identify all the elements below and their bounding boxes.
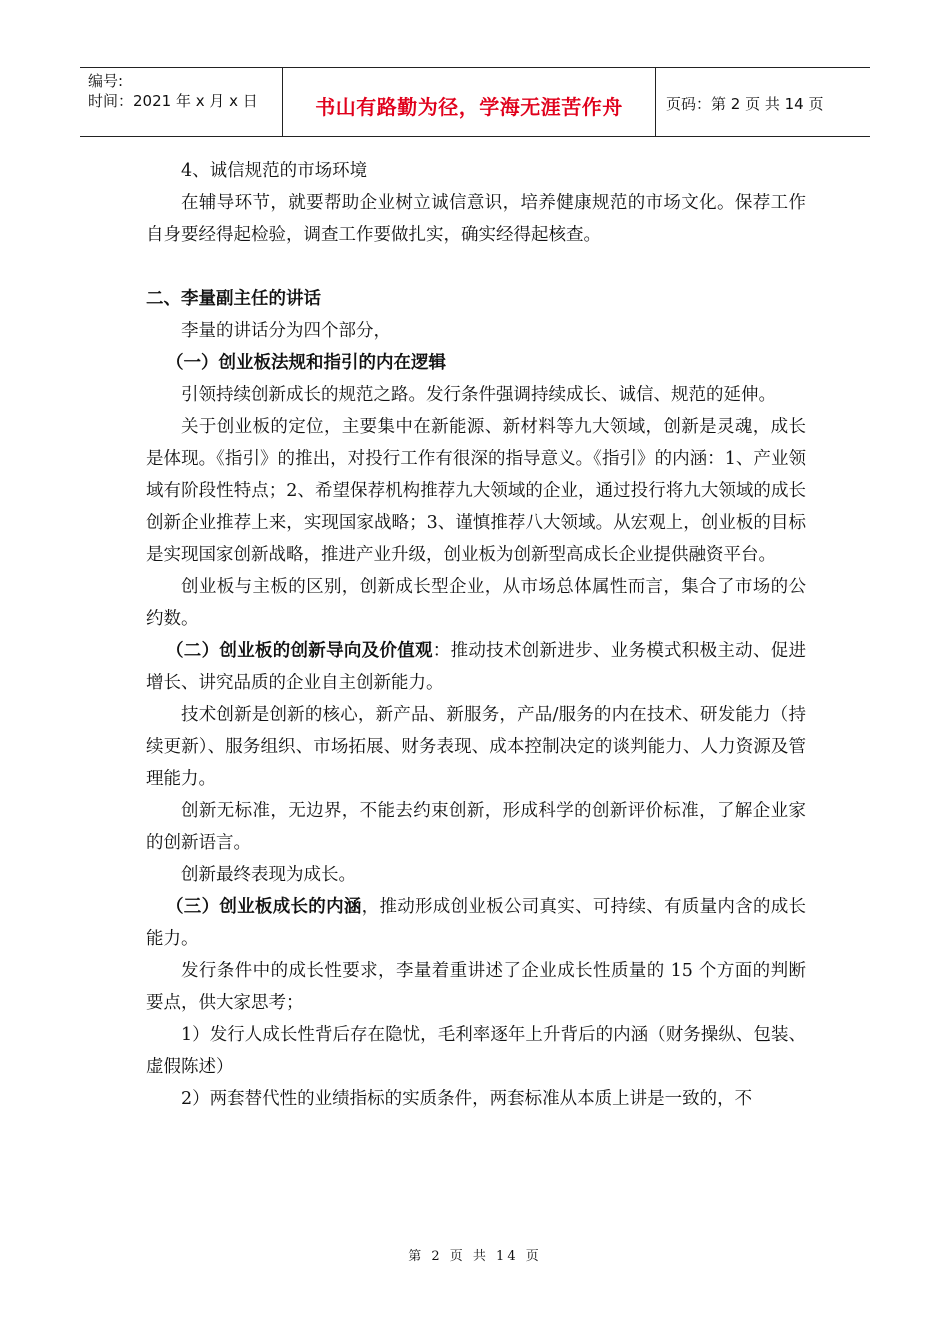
document-header: [80, 67, 870, 137]
page-footer: 第 2 页 共 14 页: [408, 1249, 542, 1264]
paragraph-8: 技术创新是创新的核心，新产品、新服务，产品/服务的内在技术、研发能力（持续更新）、服务组织、市场拓展、财务表现、成本控制决定的谈判能力、人力资源及管理能力。: [146, 705, 806, 789]
header-right-cell: [656, 68, 870, 136]
subsection-heading-1: （一）创业板法规和指引的内在逻辑: [166, 353, 446, 373]
paragraph-1: 4、诚信规范的市场环境: [181, 161, 368, 181]
paragraph-6: 创业板与主板的区别，创新成长型企业，从市场总体属性而言，集合了市场的公约数。: [146, 577, 806, 629]
paragraph-9: 创新无标准，无边界，不能去约束创新，形成科学的创新评价标准，了解企业家的创新语言。: [146, 801, 806, 853]
paragraph-5: 关于创业板的定位，主要集中在新能源、新材料等九大领域，创新是灵魂，成长是体现。《指引》的推出，对投行工作有很深的指导意义。《指引》的内涵：1、产业领域有阶段性特点；2、希望保荐机构推荐九大领域的企业，通过投行将九大领域的成长创新企业推荐上来，实现国家战略；3、谨慎推荐八大领域。从宏观上，创业板的目标是实现国家创新战略，推进产业升级，创业板为创新型高成长企业提供融资平台。: [146, 417, 806, 565]
section-gap: [146, 251, 806, 283]
header-center-cell: [282, 68, 656, 136]
paragraph-7-text: ：推动技术创新进步、业务模式积极主动、促进增长、讲究品质的企业自主创新能力。: [146, 641, 807, 693]
header-motto: 书山有路勤为径，学海无涯苦作舟: [315, 95, 623, 119]
document-time-label: 时间：2021 年 x 月 x 日: [88, 92, 258, 110]
header-page-label: 页码：第 2 页 共 14 页: [666, 95, 824, 113]
paragraph-12: 发行条件中的成长性要求，李量着重讲述了企业成长性质量的 15 个方面的判断要点，供大家思考；: [146, 961, 806, 1013]
paragraph-10: 创新最终表现为成长。: [181, 865, 356, 885]
paragraph-4: 引领持续创新成长的规范之路。发行条件强调持续成长、诚信、规范的延伸。: [181, 385, 776, 405]
paragraph-13: 1）发行人成长性背后存在隐忧，毛利率逐年上升背后的内涵（财务操纵、包装、虚假陈述）: [146, 1025, 806, 1077]
paragraph-2: 在辅导环节，就要帮助企业树立诚信意识，培养健康规范的市场文化。保荐工作自身要经得起检验，调查工作要做扎实，确实经得起核查。: [146, 193, 806, 245]
paragraph-14: 2）两套替代性的业绩指标的实质条件，两套标准从本质上讲是一致的，不: [181, 1089, 753, 1109]
subsection-heading-3: （三）创业板成长的内涵: [166, 897, 362, 917]
document-number-label: 编号:: [88, 72, 124, 90]
document-body: [146, 155, 806, 1115]
paragraph-3: 李量的讲话分为四个部分，: [181, 321, 391, 341]
section-heading-2: 二、李量副主任的讲话: [146, 289, 321, 309]
header-left-cell: [80, 68, 282, 136]
paragraph-11-text: ，推动形成创业板公司真实、可持续、有质量内含的成长能力。: [146, 897, 807, 949]
paragraph-7: [146, 635, 806, 699]
subsection-heading-2: （二）创业板的创新导向及价值观: [166, 641, 433, 661]
paragraph-11: [146, 891, 806, 955]
